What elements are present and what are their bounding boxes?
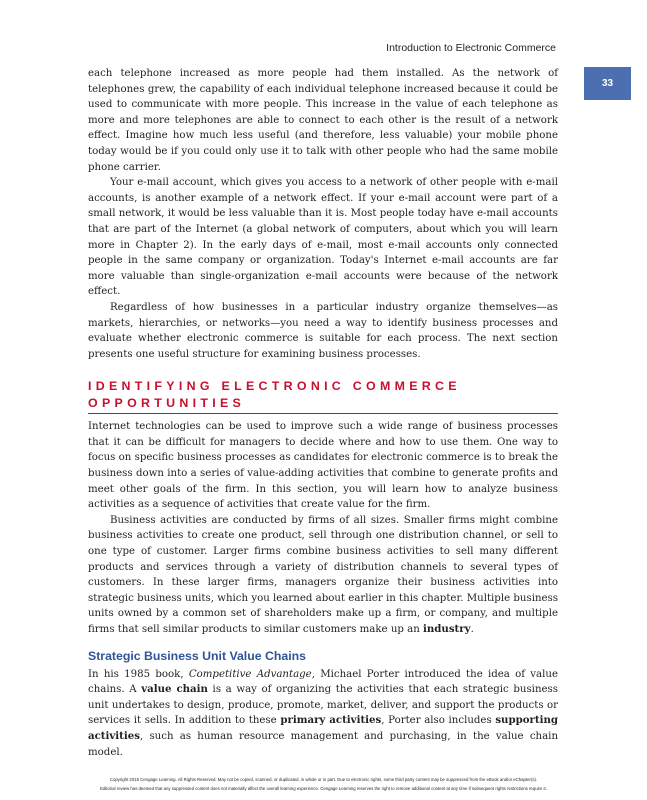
copyright-notice bbox=[6, 776, 641, 793]
paragraph-business-organization: Regardless of how businesses in a particular industry organize themselves—as markets, hierarchies, or networks—you need a way to identify business processes and evaluate whether electronic commerce is suitable for each process. The next section presents one useful structure for examining business processes. bbox=[88, 301, 558, 360]
copyright-line-2: Editorial review has deemed that any suppressed content does not materially affect the overall learning experience. Cengage Learning reserves the right to remove additional content at any time if subsequent rights restrictions require it. bbox=[100, 785, 547, 791]
copyright-line-1: Copyright 2015 Cengage Learning. All Rights Reserved. May not be copied, scanned, or duplicated, in whole or in part. Due to electronic rights, some third party content may be suppressed from the eBook and/or eChapter(s). bbox=[109, 777, 538, 782]
paragraph-text: is a way of organizing the activities that each strategic business unit undertakes to design, produce, promote, market, deliver, and support the products or services it sells. In addition to these bbox=[88, 684, 558, 727]
paragraph-text-end: . bbox=[470, 624, 474, 635]
key-term-industry: industry bbox=[423, 623, 471, 635]
paragraph-business-activities bbox=[88, 513, 558, 638]
paragraph-value-chains bbox=[88, 667, 558, 761]
paragraph-email-network: Your e-mail account, which gives you access to a network of other people with e-mail accounts, is another example of a network effect. If your e-mail account were part of a small network, it would be less valuable than it is. Most people today have e-mail accounts that are part of the Internet (a global network of computers, about which you will learn more in Chapter 2). In the early days of e-mail, most e-mail accounts only connected people in the same company or organization. Today's Internet e-mail accounts are far more valuable than single-organization e-mail accounts were because of the network effect. bbox=[88, 177, 558, 298]
running-head: Introduction to Electronic Commerce bbox=[386, 42, 556, 54]
subsection-heading: Strategic Business Unit Value Chains bbox=[88, 648, 306, 663]
paragraph-text: , Michael Porter introduced the idea of value chains. A bbox=[88, 668, 558, 696]
paragraph-text: In his 1985 book, bbox=[88, 668, 189, 680]
body-text bbox=[88, 66, 558, 760]
section-heading: IDENTIFYING ELECTRONIC COMMERCE OPPORTUNITIES bbox=[88, 378, 558, 414]
book-title: Competitive Advantage bbox=[188, 668, 312, 680]
paragraph-internet-technologies: Internet technologies can be used to improve such a wide range of business processes that it can be difficult for managers to decide where and how to use them. One way to focus on specific business processes as candidates for electronic commerce is to break the business down into a series of value-adding activities that combine to generate profits and meet other goals of the firm. In this section, you will learn how to analyze business activities as a sequence of activities that create value for the firm. bbox=[88, 421, 558, 511]
key-term-supporting-activities: supporting activities bbox=[88, 714, 558, 742]
key-term-primary-activities: primary activities bbox=[280, 714, 382, 727]
paragraph-text-end: , such as human resource management and purchasing, in the value chain model. bbox=[88, 730, 558, 758]
paragraph-network-effect-telephone: each telephone increased as more people had them installed. As the network of telephones grew, the capability of each individual telephone increased because it could be used to communicate with more people. This increase in the value of each telephone as more and more telephones are able to connect to each other is the result of a network effect. Imagine how much less useful (and therefore, less valuable) your mobile phone today would be if you could only use it to talk with other people who had the same mobile phone carrier. bbox=[88, 68, 558, 173]
paragraph-text: , Porter also includes bbox=[381, 715, 496, 727]
page-number-tab: 33 bbox=[584, 67, 631, 100]
paragraph-text: Business activities are conducted by firms of all sizes. Smaller firms might combine business activities to create one product, sell through one distribution channel, or sell to one type of customer. Larger firms combine business activities to sell many different products and services through a variety of distribution channels to several types of customers. In these larger firms, managers organize their business activities into strategic business units, which you learned about earlier in this chapter. Multiple business units owned by a common set of shareholders make up a firm, or company, and multiple firms that sell similar products to similar customers make up an bbox=[88, 514, 558, 635]
key-term-value-chain: value chain bbox=[141, 683, 208, 696]
